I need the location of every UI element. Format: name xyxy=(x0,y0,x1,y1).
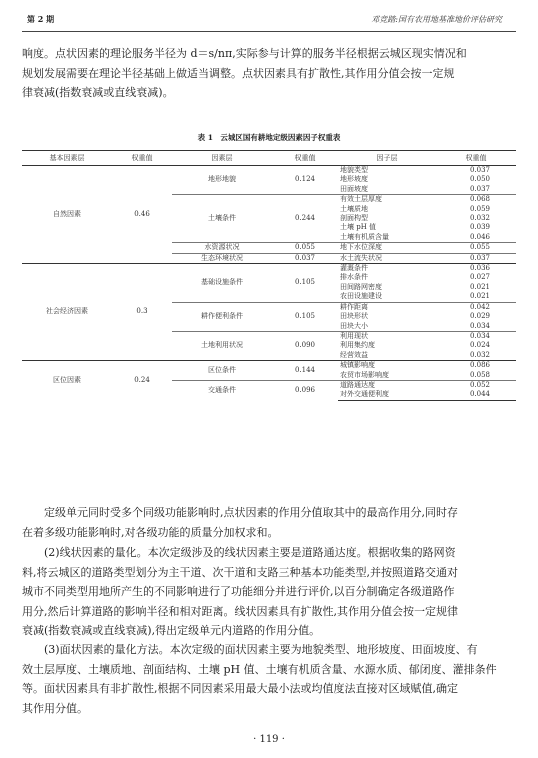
indicator-name: 地下水位深度 xyxy=(338,243,436,253)
text-line: 定级单元同时受多个同级功能影响时,点状因素的作用分值取其中的最高作用分,同时存 xyxy=(44,506,458,519)
indicator-weight: 0.021 xyxy=(469,292,490,301)
indicator-name: 经营效益 xyxy=(340,350,368,359)
text-line: 响度。点状因素的理论服务半径为 d＝s/nπ,实际参与计算的服务半径根据云城区现实情况和 xyxy=(22,47,467,60)
indicator-name: 城镇影响度 xyxy=(338,361,436,371)
indicator-name: 土壤有机质含量 xyxy=(340,232,389,241)
indicator-weight: 0.055 xyxy=(436,243,516,253)
factor-layer-weight: 0.105 xyxy=(272,302,338,331)
factor-layer-weight: 0.105 xyxy=(272,264,338,303)
basic-factor-name: 区位因素 xyxy=(22,361,112,401)
indicator-weight: 0.052 xyxy=(436,380,516,390)
indicator-name: 灌溉条件 xyxy=(338,264,436,274)
factor-layer-name: 地形地貌 xyxy=(208,175,236,184)
text-line: 衰减(指数衰减或直线衰减),得出定级单元内道路的作用分值。 xyxy=(22,624,321,637)
indicator-weight: 0.034 xyxy=(469,321,490,330)
indicator-weight: 0.027 xyxy=(469,273,490,282)
table-header-row xyxy=(22,151,516,166)
indicator-name: 农贸市场影响度 xyxy=(340,370,389,379)
indicator-weight: 0.086 xyxy=(436,361,516,371)
basic-factor-weight: 0.24 xyxy=(112,361,172,401)
factor-layer-name: 耕作便利条件 xyxy=(172,302,272,331)
indicator-name: 土壤质地 xyxy=(340,204,368,213)
indicator-name: 对外交通便利度 xyxy=(338,390,436,400)
factor-layer-weight: 0.055 xyxy=(272,243,338,253)
indicator-weight: 0.068 xyxy=(436,195,516,205)
indicator-weight: 0.059 xyxy=(469,204,490,213)
indicator-weight: 0.032 xyxy=(469,350,490,359)
column-header: 权重值 xyxy=(272,151,338,166)
text-line: 在着多级功能影响时,对各级功能的质量分加权求和。 xyxy=(22,525,279,539)
indicator-name: 利用现状 xyxy=(338,331,436,341)
text-line: 效土层厚度、土壤质地、剖面结构、土壤 pH 值、土壤有机质含量、水源水质、郁闭度、灌排条件 xyxy=(22,662,497,676)
indicator-name: 剖面构型 xyxy=(340,214,368,223)
indicator-name: 农田设施建设 xyxy=(340,292,382,301)
column-header: 权重值 xyxy=(112,151,172,166)
factor-layer-name: 区位条件 xyxy=(172,361,272,381)
factor-layer-weight: 0.037 xyxy=(272,253,338,263)
indicator-name: 土壤 pH 值 xyxy=(340,223,377,232)
indicator-name: 水土流失状况 xyxy=(338,253,436,263)
indicator-weight: 0.034 xyxy=(436,331,516,341)
table-body xyxy=(22,166,516,401)
table-caption: 表 1 云城区国有耕地定级因素因子权重表 xyxy=(197,133,341,142)
column-header: 基本因素层 xyxy=(22,151,112,166)
table-row xyxy=(22,166,516,176)
indicator-weight: 0.037 xyxy=(469,166,490,174)
text-line: 规划发展需要在理论半径基础上做适当调整。点状因素具有扩散性,其作用分值会按一定规 xyxy=(22,66,455,80)
indicator-weight: 0.029 xyxy=(469,312,490,321)
factor-weight-table xyxy=(22,150,516,401)
indicator-weight: 0.021 xyxy=(469,282,490,291)
table-row xyxy=(22,264,516,274)
indicator-weight: 0.039 xyxy=(469,223,490,232)
factor-layer-name: 土地利用状况 xyxy=(172,331,272,360)
basic-factor-weight: 0.3 xyxy=(112,264,172,361)
factor-layer-name: 基础设施条件 xyxy=(172,264,272,303)
factor-layer-weight: 0.144 xyxy=(272,361,338,381)
running-title: 邓竞踏:国有农用地基准地价评估研究 xyxy=(371,15,502,24)
column-header: 权重值 xyxy=(436,151,516,166)
table-row xyxy=(22,361,516,371)
factor-layer-weight: 0.244 xyxy=(272,195,338,243)
text-line: 等。面状因素具有非扩散性,根据不同因素采用最大最小法或均值度法直接对区域赋值,确定 xyxy=(22,682,458,695)
indicator-weight: 0.044 xyxy=(436,390,516,400)
header-rule xyxy=(22,31,516,32)
basic-factor-weight: 0.46 xyxy=(134,209,150,218)
indicator-name: 有效土层厚度 xyxy=(338,195,436,205)
indicator-name: 田块形状 xyxy=(340,312,368,321)
paragraph-line-factors xyxy=(22,543,516,641)
indicator-name: 田间路网密度 xyxy=(340,282,382,291)
factor-layer-name: 交通条件 xyxy=(172,380,272,400)
text-line: (2)线状因素的量化。本次定级涉及的线状因素主要是道路通达度。根据收集的路网资 xyxy=(44,546,456,559)
text-line: 其作用分值。 xyxy=(22,701,88,715)
page-number: · 119 · xyxy=(253,734,285,745)
indicator-weight: 0.036 xyxy=(436,264,516,274)
basic-factor-name: 社会经济因素 xyxy=(22,264,112,361)
indicator-name: 道路通达度 xyxy=(338,380,436,390)
indicator-weight: 0.037 xyxy=(436,253,516,263)
intro-paragraph xyxy=(22,44,516,103)
paragraph-area-factors xyxy=(22,640,516,718)
indicator-weight: 0.024 xyxy=(469,341,490,350)
factor-layer-name: 土壤条件 xyxy=(172,195,272,243)
indicator-name: 地貌类型 xyxy=(340,166,368,174)
indicator-weight: 0.037 xyxy=(469,184,490,193)
column-header: 因素层 xyxy=(172,151,272,166)
text-line: 用分,然后计算道路的影响半径和相对距离。线状因素具有扩散性,其作用分值会按一定规律 xyxy=(22,604,458,618)
indicator-weight: 0.032 xyxy=(469,214,490,223)
factor-layer-name: 生态环境状况 xyxy=(172,253,272,263)
factor-layer-weight: 0.090 xyxy=(272,331,338,360)
column-header: 因子层 xyxy=(338,151,436,166)
indicator-name: 地形坡度 xyxy=(340,175,368,184)
paragraph-point-factors xyxy=(22,503,516,542)
text-line: (3)面状因素的量化方法。本次定级的面状因素主要为地貌类型、地形坡度、田面坡度、有 xyxy=(44,643,478,656)
indicator-weight: 0.058 xyxy=(469,370,490,379)
text-line: 料,将云城区的道路类型划分为主干道、次干道和支路三种基本功能类型,并按照道路交通对 xyxy=(22,565,458,579)
indicator-weight: 0.042 xyxy=(436,302,516,312)
indicator-weight: 0.046 xyxy=(469,232,490,241)
factor-layer-weight: 0.096 xyxy=(272,380,338,400)
journal-issue: 第 2 期 xyxy=(27,14,55,24)
text-line: 城市不同类型用地所产生的不同影响进行了功能细分并进行评价,以百分制确定各级道路作 xyxy=(22,585,455,598)
indicator-name: 耕作距离 xyxy=(338,302,436,312)
factor-layer-weight: 0.124 xyxy=(294,175,316,184)
indicator-name: 田块大小 xyxy=(340,321,368,330)
basic-factor-name: 自然因素 xyxy=(53,209,81,218)
text-line: 律衰减(指数衰减或直线衰减)。 xyxy=(22,86,174,99)
indicator-name: 利用集约度 xyxy=(340,341,375,350)
indicator-name: 排水条件 xyxy=(340,273,368,282)
indicator-weight: 0.050 xyxy=(469,175,490,184)
indicator-name: 田面坡度 xyxy=(340,184,368,193)
factor-layer-name: 水资源状况 xyxy=(172,243,272,253)
